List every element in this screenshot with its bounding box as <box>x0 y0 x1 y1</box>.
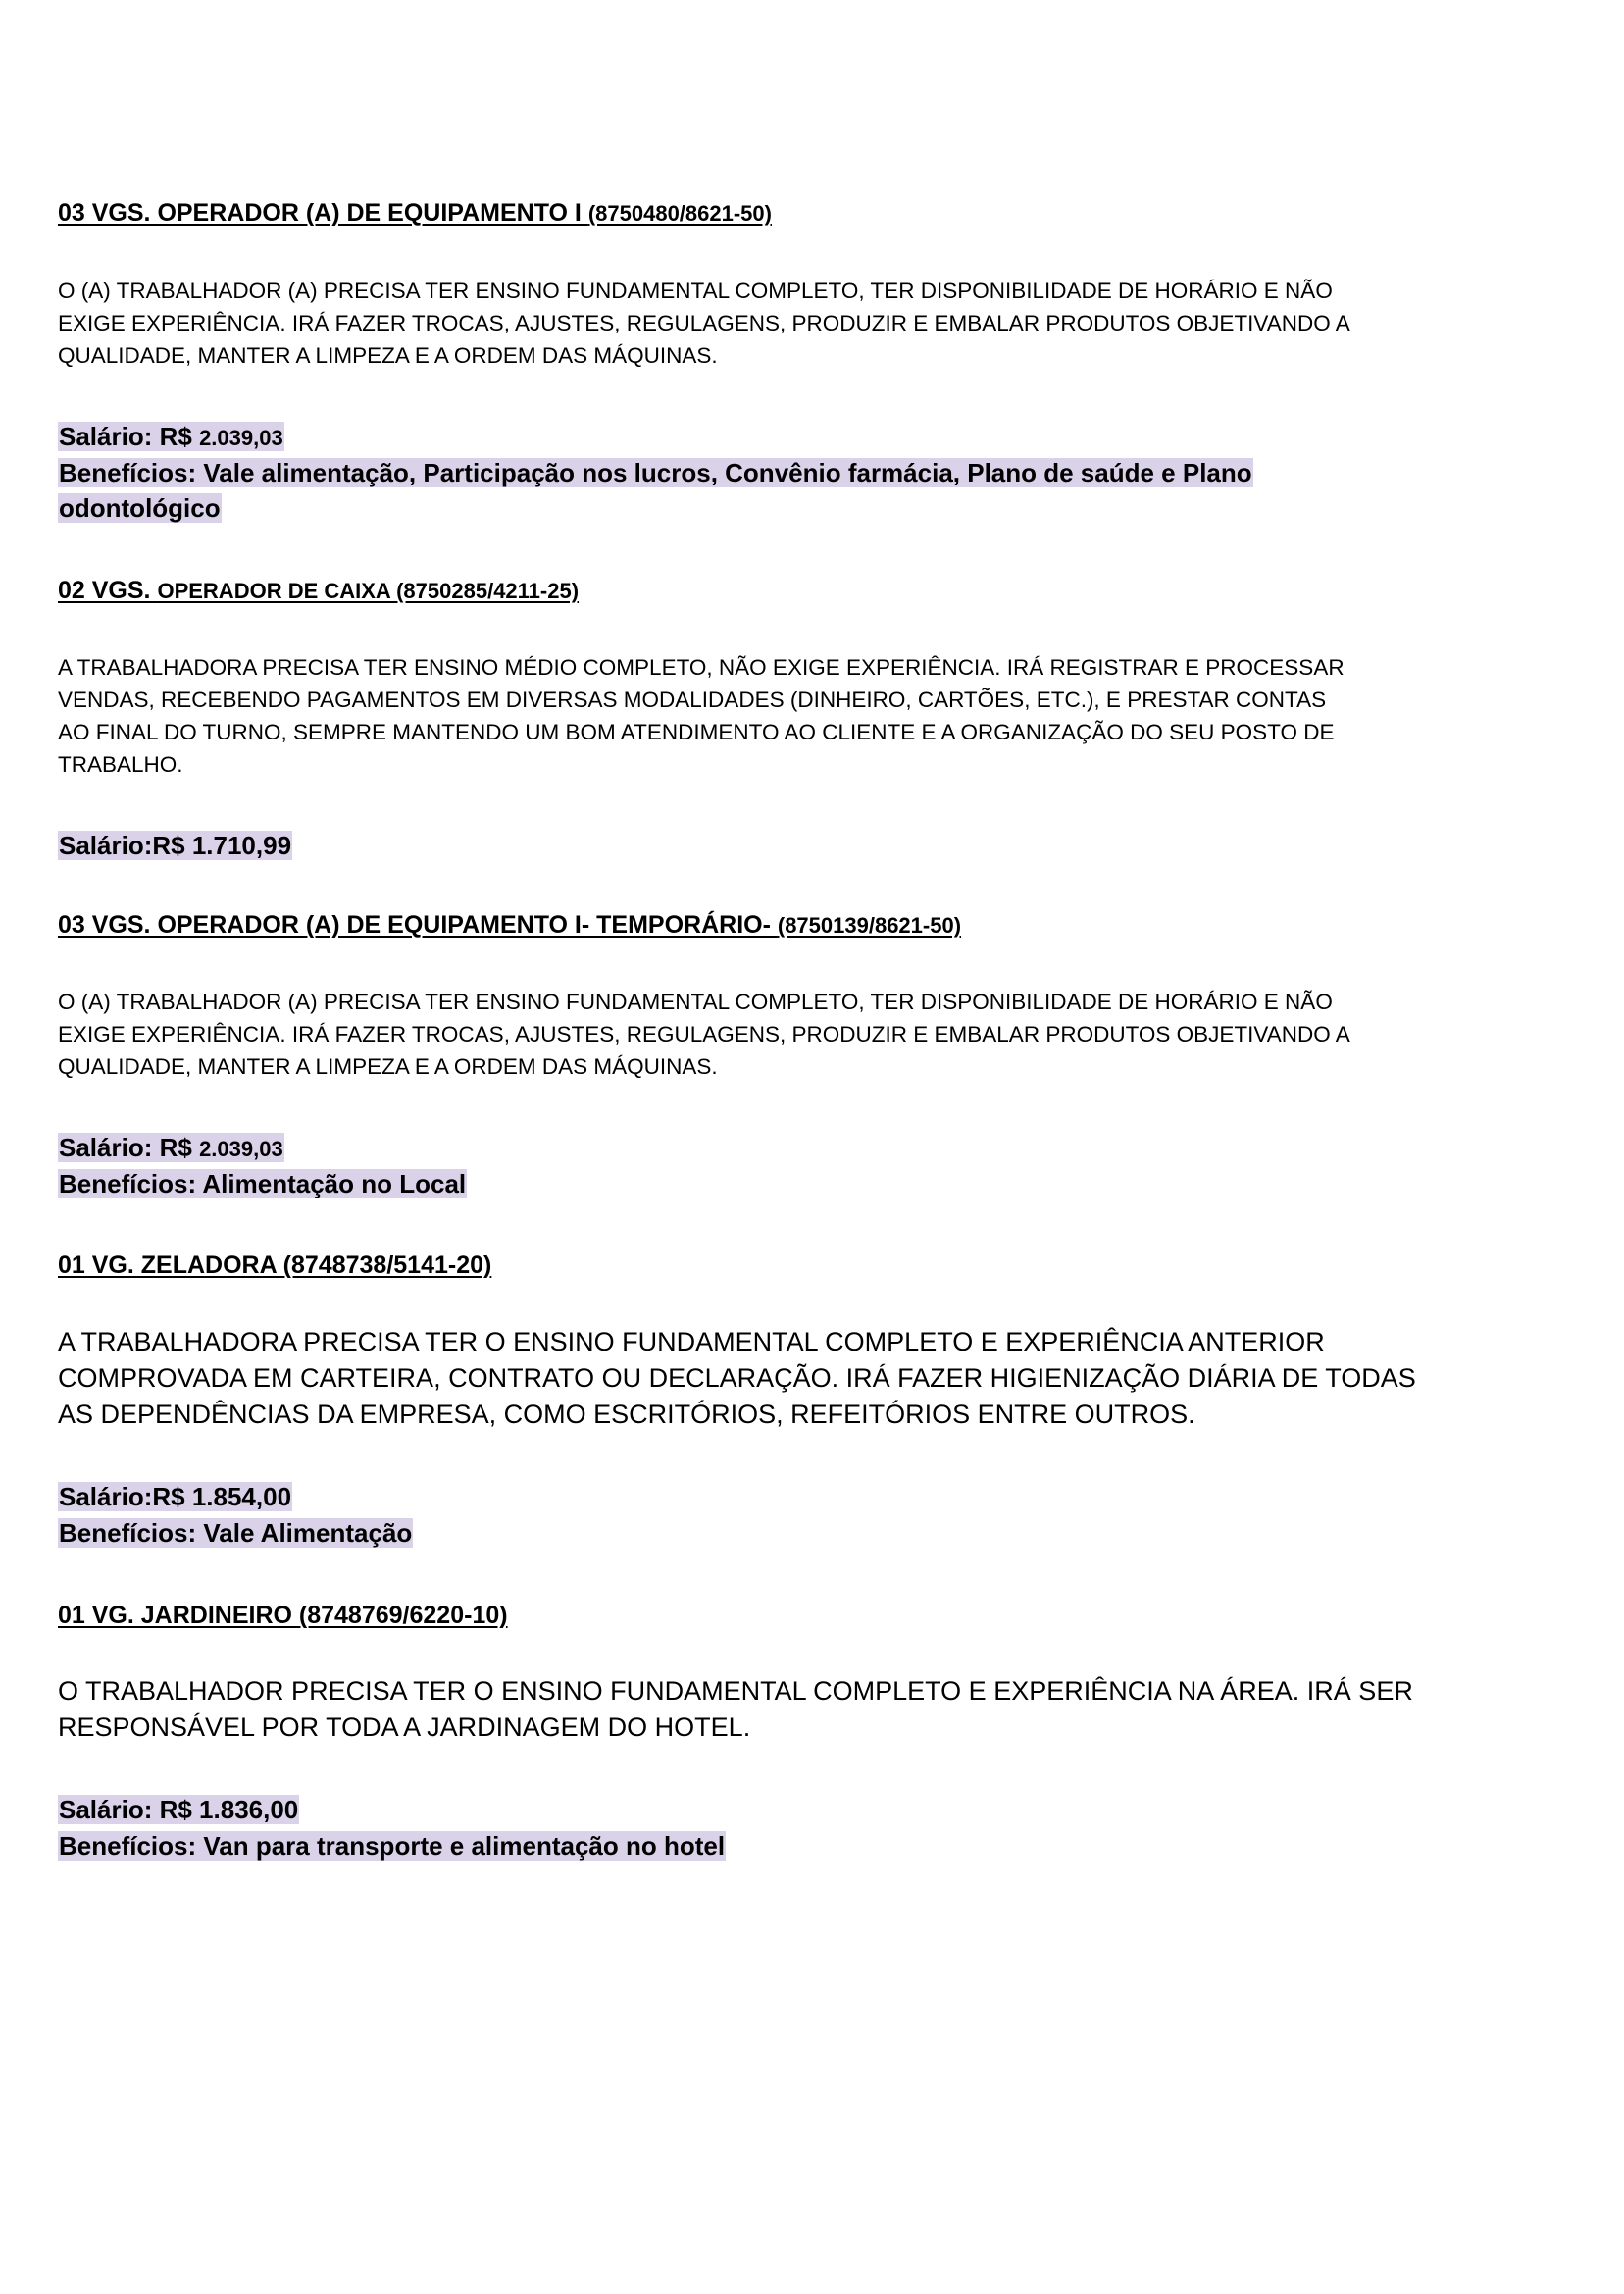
job-description <box>58 275 1529 372</box>
salary-value: 2.039,03 <box>199 1137 283 1161</box>
description-line: QUALIDADE, MANTER A LIMPEZA E A ORDEM DAS MÁQUINAS. <box>58 343 718 368</box>
description-line: TRABALHO. <box>58 752 183 777</box>
description-line: AO FINAL DO TURNO, SEMPRE MANTENDO UM BOM ATENDIMENTO AO CLIENTE E A ORGANIZAÇÃO DO SEU POSTO DE <box>58 720 1335 744</box>
salary-value: 2.039,03 <box>199 426 283 450</box>
description-line: O (A) TRABALHADOR (A) PRECISA TER ENSINO FUNDAMENTAL COMPLETO, TER DISPONIBILIDADE DE HORÁRIO E NÃO <box>58 279 1333 303</box>
salary-text: Salário:R$ 1.854,00 <box>59 1482 292 1511</box>
job-title-text: 01 VG. JARDINEIRO (8748769/6220-10) <box>58 1602 508 1629</box>
salary <box>58 419 284 456</box>
benefits <box>58 1828 726 1864</box>
job-description <box>58 1673 1529 1746</box>
job-description <box>58 651 1529 781</box>
salary <box>58 1792 299 1828</box>
job-title <box>58 1601 508 1630</box>
salary-label: Salário: R$ <box>59 422 200 451</box>
job-name: OPERADOR DE CAIXA (8750285/4211-25) <box>157 579 580 603</box>
job-title-text: 02 VGS. <box>58 577 158 604</box>
description-line: A TRABALHADORA PRECISA TER ENSINO MÉDIO COMPLETO, NÃO EXIGE EXPERIÊNCIA. IRÁ REGISTRAR E PROCESSAR <box>58 655 1345 680</box>
job-title-text: 01 VG. ZELADORA (8748738/5141-20) <box>58 1251 492 1279</box>
salary <box>58 1479 292 1515</box>
job-title <box>58 576 579 606</box>
description-line: O (A) TRABALHADOR (A) PRECISA TER ENSINO FUNDAMENTAL COMPLETO, TER DISPONIBILIDADE DE HORÁRIO E NÃO <box>58 990 1333 1014</box>
salary-text: Salário:R$ 1.710,99 <box>59 831 292 860</box>
job-title <box>58 1250 491 1280</box>
benefits <box>58 1515 413 1552</box>
benefits-text: Benefícios: Vale Alimentação <box>59 1518 413 1548</box>
benefits <box>58 1166 467 1202</box>
description-line: EXIGE EXPERIÊNCIA. IRÁ FAZER TROCAS, AJUSTES, REGULAGENS, PRODUZIR E EMBALAR PRODUTOS OBJETIVANDO A <box>58 311 1350 335</box>
benefits-line: odontológico <box>59 493 221 523</box>
job-description <box>58 986 1529 1083</box>
job-title <box>58 910 961 941</box>
description-line: QUALIDADE, MANTER A LIMPEZA E A ORDEM DAS MÁQUINAS. <box>58 1054 718 1079</box>
job-description <box>58 1324 1529 1433</box>
job-title <box>58 198 772 229</box>
description-line: VENDAS, RECEBENDO PAGAMENTOS EM DIVERSAS MODALIDADES (DINHEIRO, CARTÕES, ETC.), E PRESTAR CONTAS <box>58 688 1327 712</box>
description-line: AS DEPENDÊNCIAS DA EMPRESA, COMO ESCRITÓRIOS, REFEITÓRIOS ENTRE OUTROS. <box>58 1400 1195 1429</box>
job-title-text: 03 VGS. OPERADOR (A) DE EQUIPAMENTO I- TEMPORÁRIO- <box>58 911 778 939</box>
salary-label: Salário: R$ <box>59 1133 200 1162</box>
benefits-continued <box>58 490 222 527</box>
description-line: RESPONSÁVEL POR TODA A JARDINAGEM DO HOTEL. <box>58 1712 751 1742</box>
job-code: (8750480/8621-50) <box>587 201 772 226</box>
benefits-text: Benefícios: Van para transporte e alimentação no hotel <box>59 1831 726 1861</box>
description-line: O TRABALHADOR PRECISA TER O ENSINO FUNDAMENTAL COMPLETO E EXPERIÊNCIA NA ÁREA. IRÁ SER <box>58 1676 1413 1706</box>
benefits <box>58 455 1253 491</box>
benefits-line: Benefícios: Vale alimentação, Participação nos lucros, Convênio farmácia, Plano de saúde e Plano <box>59 458 1252 487</box>
salary <box>58 828 292 864</box>
job-code: (8750139/8621-50) <box>777 913 962 938</box>
salary <box>58 1130 284 1167</box>
description-line: A TRABALHADORA PRECISA TER O ENSINO FUNDAMENTAL COMPLETO E EXPERIÊNCIA ANTERIOR <box>58 1327 1325 1356</box>
job-title-text: 03 VGS. OPERADOR (A) DE EQUIPAMENTO I <box>58 199 588 227</box>
benefits-text: Benefícios: Alimentação no Local <box>59 1169 467 1198</box>
description-line: COMPROVADA EM CARTEIRA, CONTRATO OU DECLARAÇÃO. IRÁ FAZER HIGIENIZAÇÃO DIÁRIA DE TODAS <box>58 1363 1416 1393</box>
salary-text: Salário: R$ 1.836,00 <box>59 1795 299 1824</box>
description-line: EXIGE EXPERIÊNCIA. IRÁ FAZER TROCAS, AJUSTES, REGULAGENS, PRODUZIR E EMBALAR PRODUTOS OBJETIVANDO A <box>58 1022 1350 1046</box>
